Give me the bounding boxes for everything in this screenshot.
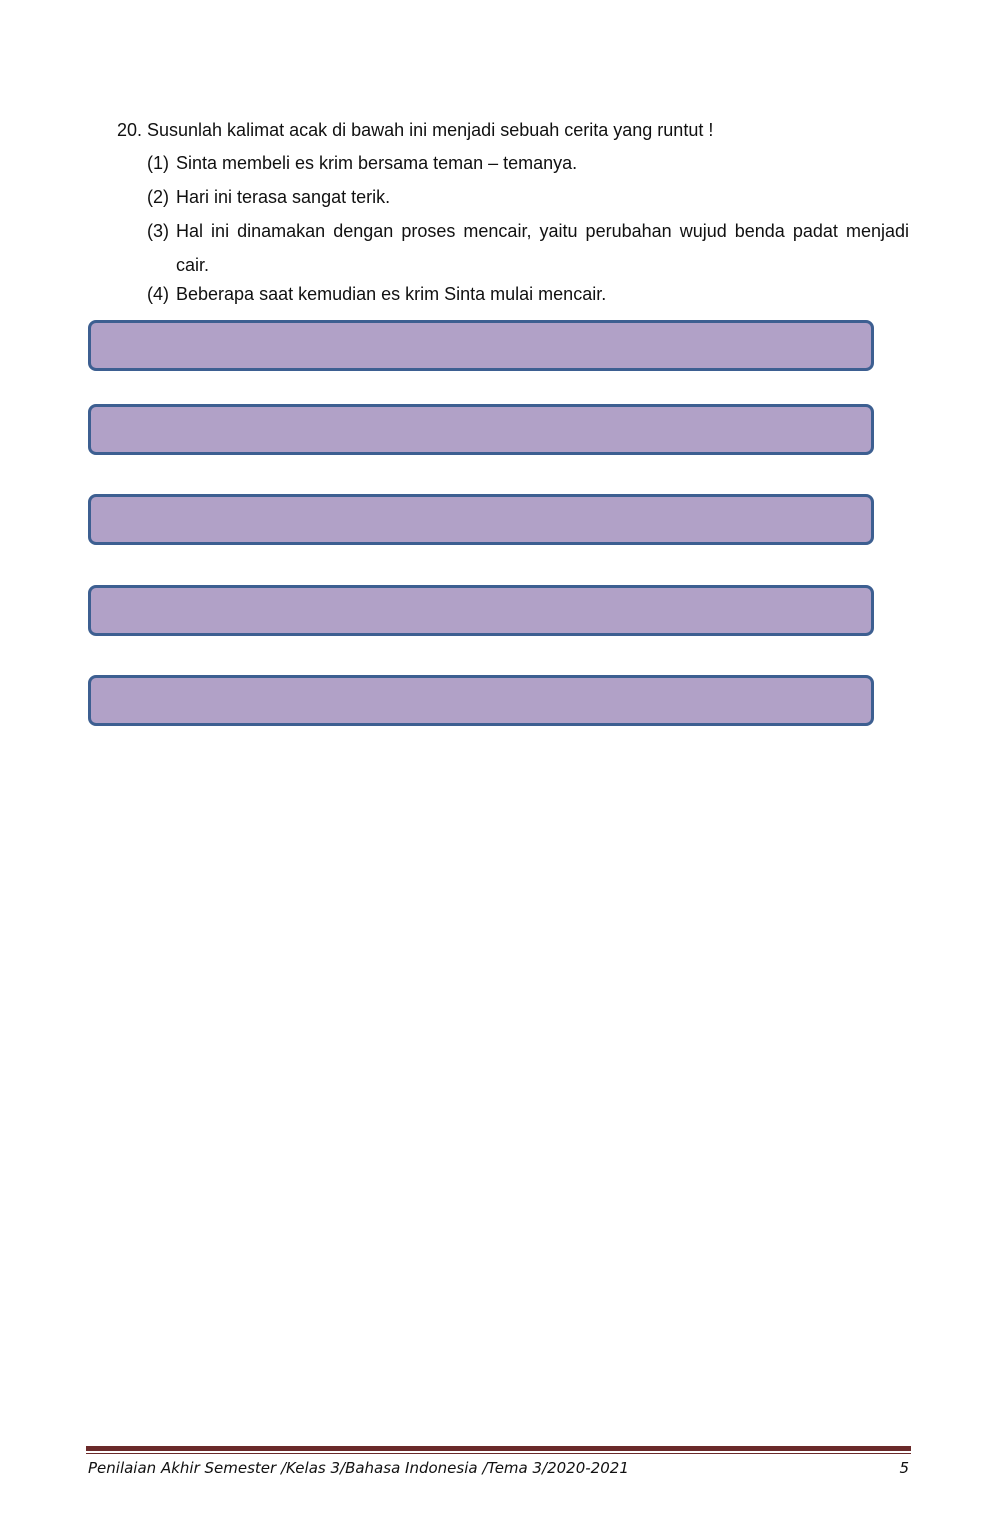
footer-caption: Penilaian Akhir Semester /Kelas 3/Bahasa Indonesia /Tema 3/2020-2021	[88, 1459, 629, 1477]
question-header	[117, 118, 909, 142]
page-number: 5	[899, 1459, 909, 1477]
sentence-number: (2)	[147, 187, 169, 207]
sentence-text: Sinta membeli es krim bersama teman – temanya.	[176, 153, 578, 173]
sentence-item	[147, 185, 909, 209]
answer-drop-box-2[interactable]	[88, 404, 874, 455]
question-number: 20.	[117, 120, 143, 140]
sentence-number: (1)	[147, 153, 169, 173]
sentence-text: Hari ini terasa sangat terik.	[176, 187, 391, 207]
answer-drop-box-4[interactable]	[88, 585, 874, 636]
answer-drop-box-3[interactable]	[88, 494, 874, 545]
sentence-text: Beberapa saat kemudian es krim Sinta mulai mencair.	[176, 284, 607, 304]
answer-drop-box-1[interactable]	[88, 320, 874, 371]
sentence-item	[147, 282, 909, 306]
sentence-number: (3)	[147, 221, 169, 241]
sentence-list	[117, 151, 909, 306]
sentence-item	[147, 151, 909, 175]
footer-divider	[86, 1446, 911, 1451]
question-prompt: Susunlah kalimat acak di bawah ini menjadi sebuah cerita yang runtut !	[147, 120, 714, 140]
question-20	[117, 118, 909, 306]
answer-drop-box-5[interactable]	[88, 675, 874, 726]
sentence-item	[147, 214, 909, 282]
sentence-text: Hal ini dinamakan dengan proses mencair, yaitu perubahan wujud benda padat menjadi cair.	[176, 221, 909, 275]
footer-divider-thin	[86, 1453, 911, 1454]
sentence-number: (4)	[147, 284, 169, 304]
